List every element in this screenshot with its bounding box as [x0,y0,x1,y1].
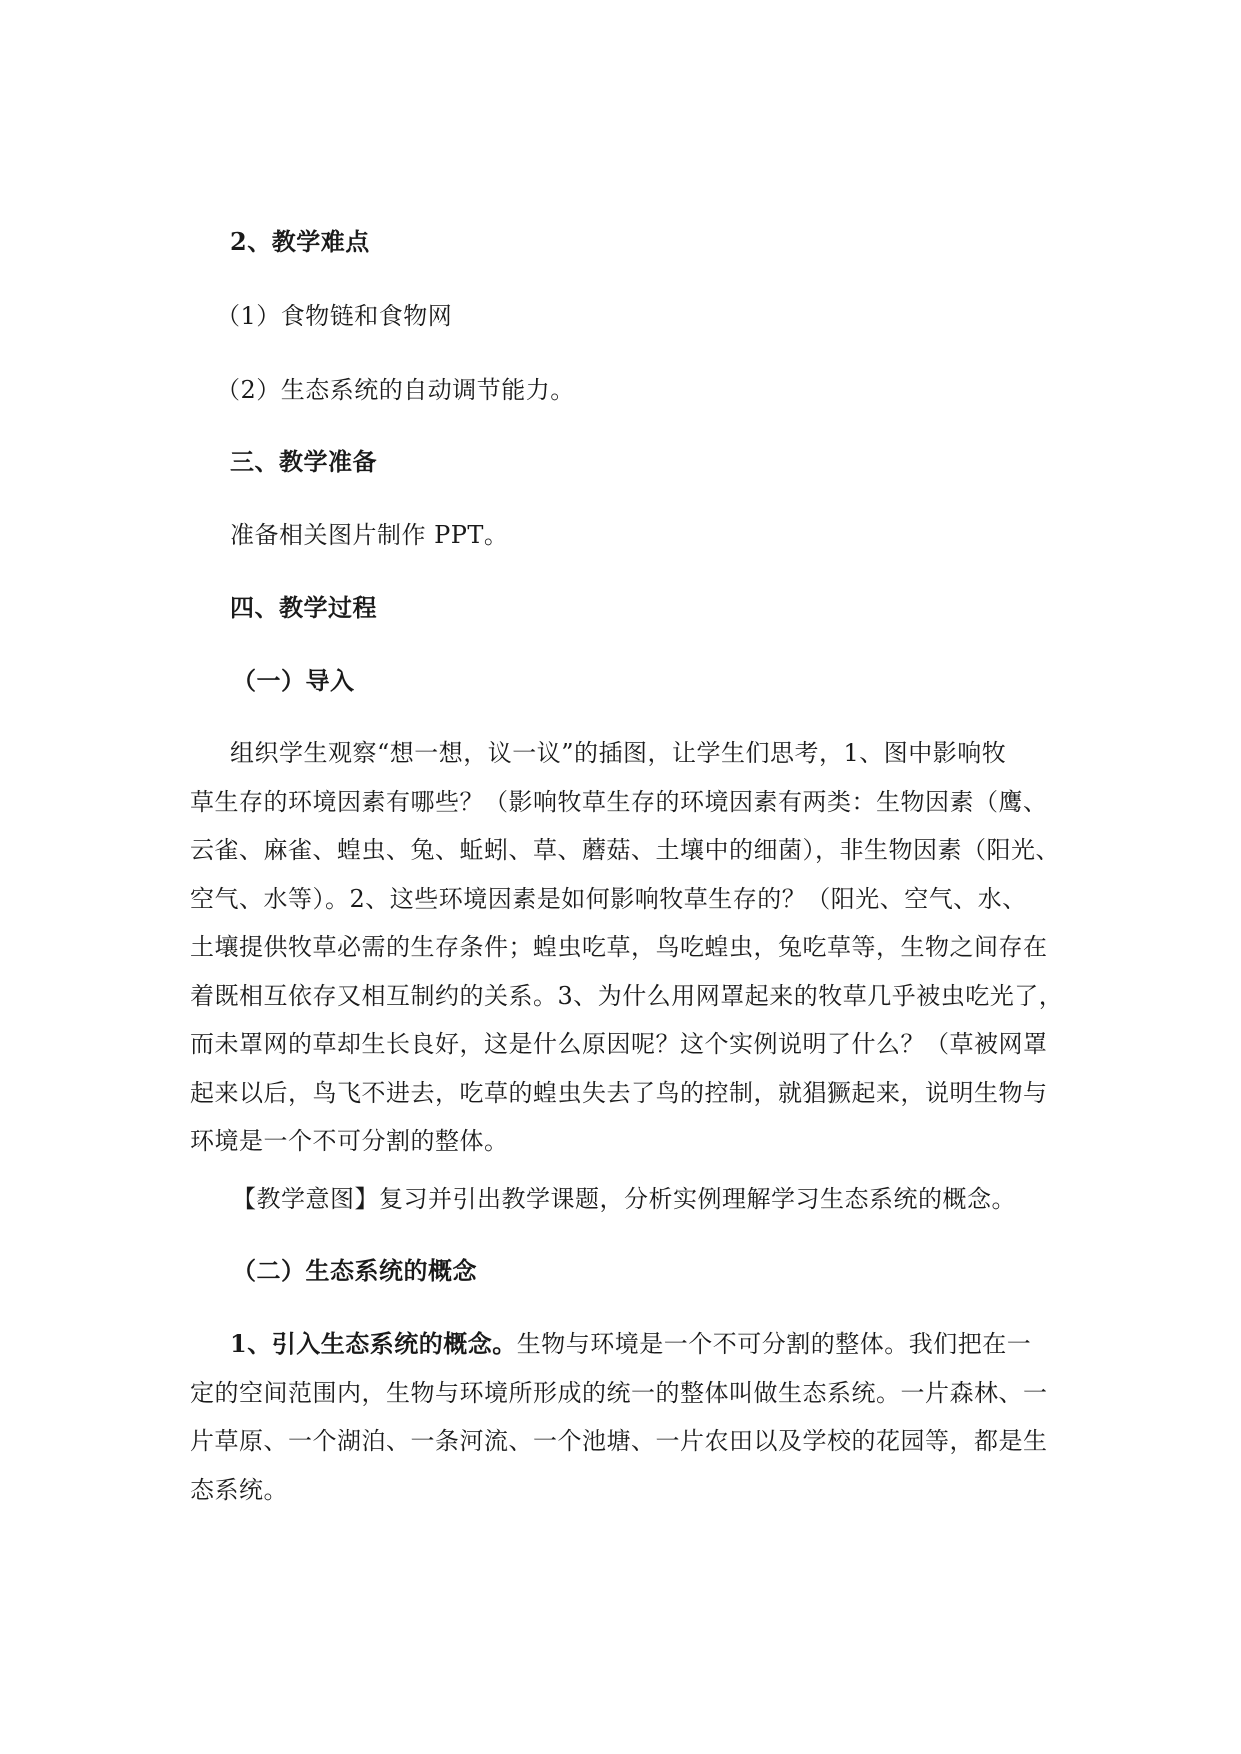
intro-line-5: 土壤提供牧草必需的生存条件；蝗虫吃草，鸟吃蝗虫，兔吃草等，生物之间存在 [190,933,1048,961]
process-heading: 四、教学过程 [230,593,377,622]
intro-line-6: 着既相互依存又相互制约的关系。3、为什么用网罩起来的牧草几乎被虫吃光了， [190,981,1064,1010]
concept-line-2: 定的空间范围内，生物与环境所形成的统一的整体叫做生态系统。一片森林、一 [190,1378,1048,1407]
difficulty-heading: 2、教学难点 [230,227,370,256]
concept-lead: 1、引入生态系统的概念。 [230,1329,517,1358]
intro-line-8: 起来以后，鸟飞不进去，吃草的蝗虫失去了鸟的控制，就猖獗起来，说明生物与 [190,1078,1048,1107]
concept-line-3: 片草原、一个湖泊、一条河流、一个池塘、一片农田以及学校的花园等，都是生 [190,1427,1048,1455]
prep-heading: 三、教学准备 [230,447,377,476]
concept-line-1 [190,1320,1052,1369]
concept-line-1-rest: 生物与环境是一个不可分割的整体。我们把在一 [516,1330,1032,1358]
difficulty-item-1: （1）食物链和食物网 [216,302,453,330]
intro-paragraph [190,729,1064,1166]
intent-text: 【教学意图】复习并引出教学课题，分析实例理解学习生态系统的概念。 [232,1185,1016,1213]
prep-text: 准备相关图片制作 PPT。 [230,521,509,549]
intro-line-1: 组织学生观察“想一想，议一议”的插图，让学生们思考，1、图中影响牧 [230,739,1007,767]
concept-line-4: 态系统。 [190,1475,288,1504]
intro-heading: （一）导入 [232,666,355,695]
intro-line-2: 草生存的环境因素有哪些？（影响牧草生存的环境因素有两类：生物因素（鹰、 [190,787,1048,816]
concept-heading: （二）生态系统的概念 [232,1256,477,1285]
intro-line-3: 云雀、麻雀、蝗虫、兔、蚯蚓、草、蘑菇、土壤中的细菌），非生物因素（阳光、 [190,836,1060,864]
concept-paragraph [190,1320,1052,1514]
difficulty-item-2: （2）生态系统的自动调节能力。 [216,376,575,404]
intro-line-9: 环境是一个不可分割的整体。 [190,1127,509,1155]
intro-line-7: 而未罩网的草却生长良好，这是什么原因呢？这个实例说明了什么？（草被网罩 [190,1030,1048,1058]
intro-line-4: 空气、水等）。2、这些环境因素是如何影响牧草生存的？（阳光、空气、水、 [190,884,1027,913]
